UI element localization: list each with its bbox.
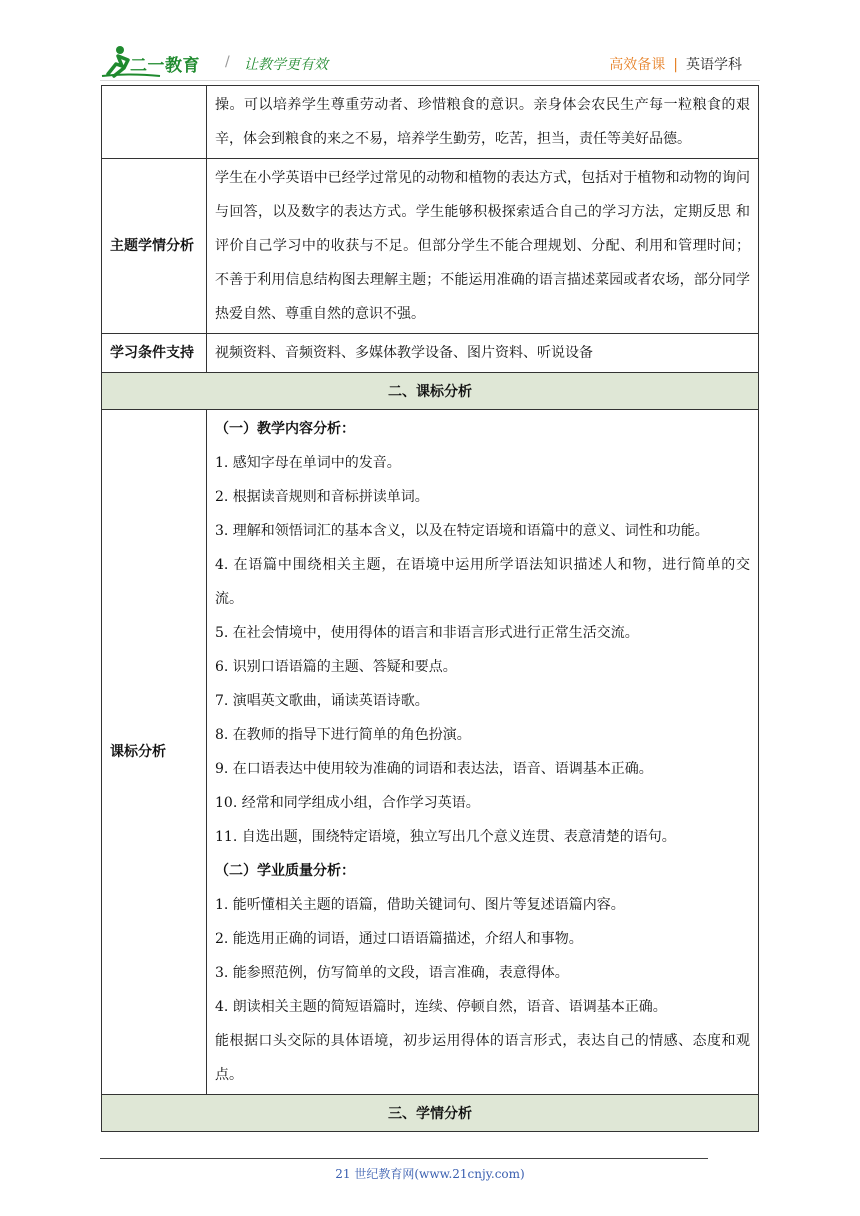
course-label: 高效备课	[609, 57, 666, 73]
list-item: 4. 在语篇中围绕相关主题，在语境中运用所学语法知识描述人和物，进行简单的交流。	[215, 557, 750, 607]
lesson-plan-table	[101, 85, 759, 1132]
header-right	[609, 54, 742, 74]
list-item: 1. 能听懂相关主题的语篇，借助关键词句、图片等复述语篇内容。	[215, 897, 625, 913]
table-row	[102, 159, 759, 334]
list-item: 能根据口头交际的具体语境，初步运用得体的语言形式，表达自己的情感、态度和观点。	[215, 1033, 750, 1083]
list-item: 2. 能选用正确的词语，通过口语语篇描述，介绍人和事物。	[215, 931, 583, 947]
logo-text: 二一教育	[130, 56, 200, 76]
header-separator: |	[673, 57, 678, 73]
list-item: 6. 识别口语语篇的主题、答疑和要点。	[215, 659, 457, 675]
list-item: 8. 在教师的指导下进行简单的角色扮演。	[215, 727, 471, 743]
slogan: 让教学更有效	[244, 57, 328, 73]
header-divider	[100, 80, 760, 81]
footer-text: 21 世纪教育网(www.21cnjy.com)	[335, 1167, 525, 1181]
slogan-separator: /	[225, 54, 230, 70]
list-item: 9. 在口语表达中使用较为准确的词语和表达法，语音、语调基本正确。	[215, 761, 653, 777]
list-item: 5. 在社会情境中，使用得体的语言和非语言形式进行正常生活交流。	[215, 625, 639, 641]
subsection-title: （二）学业质量分析：	[215, 863, 355, 879]
conditions-label: 学习条件支持	[102, 334, 207, 373]
list-item: 4. 朗读相关主题的简短语篇时，连续、停顿自然，语音、语调基本正确。	[215, 999, 667, 1015]
conditions-content: 视频资料、音频资料、多媒体教学设备、图片资料、听说设备	[207, 334, 759, 373]
page-header	[100, 42, 760, 82]
theme-analysis-label: 主题学情分析	[102, 159, 207, 334]
section-heading-learner: 三、学情分析	[102, 1095, 759, 1132]
list-item: 10. 经常和同学组成小组，合作学习英语。	[215, 795, 480, 811]
list-item: 3. 能参照范例，仿写简单的文段，语言准确，表意得体。	[215, 965, 569, 981]
empty-label-cell	[102, 86, 207, 159]
continuation-cell: 操。可以培养学生尊重劳动者、珍惜粮食的意识。亲身体会农民生产每一粒粮食的艰辛，体会到粮食的来之不易，培养学生勤劳，吃苦，担当，责任等美好品德。	[207, 86, 759, 159]
list-item: 7. 演唱英文歌曲，诵读英语诗歌。	[215, 693, 429, 709]
standards-content	[207, 410, 759, 1095]
section-heading-standards: 二、课标分析	[102, 373, 759, 410]
table-row	[102, 86, 759, 159]
list-item: 11. 自选出题，围绕特定语境，独立写出几个意义连贯、表意清楚的语句。	[215, 829, 676, 845]
theme-analysis-content: 学生在小学英语中已经学过常见的动物和植物的表达方式，包括对于植物和动物的询问与回答，以及数字的表达方式。学生能够积极探索适合自己的学习方法，定期反思 和评价自己学习中的收获与不足。但部分学生不能合理规划、分配、利用和管理时间； 不善于利用信息结构图去理解主题；不能运用准确的语言描述菜园或者农场，部分同学热爱自然、尊重自然的意识不强。	[207, 159, 759, 334]
table-row	[102, 410, 759, 1095]
list-item: 2. 根据读音规则和音标拼读单词。	[215, 489, 429, 505]
subject-label: 英语学科	[686, 57, 742, 73]
table-row	[102, 1095, 759, 1132]
table-row	[102, 334, 759, 373]
footer-divider	[100, 1158, 708, 1159]
table-row	[102, 373, 759, 410]
list-item: 1. 感知字母在单词中的发音。	[215, 455, 401, 471]
list-item: 3. 理解和领悟词汇的基本含义，以及在特定语境和语篇中的意义、词性和功能。	[215, 523, 709, 539]
standards-label: 课标分析	[102, 410, 207, 1095]
subsection-title: （一）教学内容分析：	[215, 421, 355, 437]
